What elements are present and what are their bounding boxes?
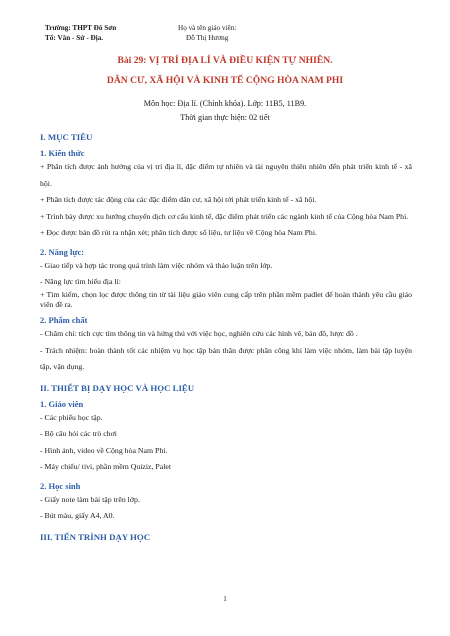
paragraph: - Trách nhiệm: hoàn thành tốt các nhiệm vụ học tập bản thân được phân công khi làm việc nhóm, làm bài tập luyện tập, vận dụng. [40, 345, 412, 371]
paragraph: + Tìm kiếm, chọn lọc được thông tin từ tài liệu giáo viên cung cấp trên phần mềm padlet để hoàn thành yêu cầu giáo viên đề ra. [40, 290, 412, 309]
document-body [40, 125, 412, 543]
subheading-teacher: 1. Giáo viên [40, 398, 84, 409]
list-item: - Bút màu, giấy A4, A0. [40, 511, 115, 520]
teacher-name: Đỗ Thị Hương [186, 34, 229, 42]
section-heading-objectives: I. MỤC TIÊU [40, 132, 93, 142]
paragraph: + Trình bày được xu hướng chuyển dịch cơ cấu kinh tế, đặc điểm phát triển các ngành kinh tế của Cộng hòa Nam Phi. [40, 211, 409, 221]
subheading-qualities: 2. Phẩm chất [40, 315, 88, 325]
paragraph: + Đọc được bản đồ rút ra nhận xét; phân tích được số liệu, tư liệu về Cộng hòa Nam Phi. [40, 228, 317, 237]
section-heading-procedure: III. TIẾN TRÌNH DẠY HỌC [40, 531, 151, 542]
teacher-label: Họ và tên giáo viên: [178, 24, 237, 32]
school-name: Trường: THPT Đô Sơn [45, 24, 117, 32]
list-item: - Bộ câu hỏi các trò chơi [40, 429, 117, 438]
list-item: - Các phiếu học tập. [40, 412, 103, 422]
header-left [45, 23, 116, 43]
subheading-knowledge: 1. Kiến thức [40, 148, 85, 158]
list-item: - Máy chiếu/ tivi, phần mềm Quiziz, Palet [40, 462, 171, 471]
list-item: - Giấy note làm bài tập trên lớp. [40, 494, 140, 504]
lesson-title-line-1: Bài 29: VỊ TRÍ ĐỊA LÍ VÀ ĐIỀU KIỆN TỰ NHIÊN. [117, 55, 333, 66]
section-heading-equipment: II. THIẾT BỊ DẠY HỌC VÀ HỌC LIỆU [40, 382, 195, 393]
paragraph: - Năng lực tìm hiểu địa lí: [40, 277, 121, 286]
duration-info: Thời gian thực hiện: 02 tiết [180, 113, 270, 122]
subheading-students: 2. Học sinh [40, 480, 81, 491]
subject-info: Môn học: Địa lí. (Chính khóa). Lớp: 11B5, 11B9. [143, 99, 307, 108]
list-item: - Hình ảnh, video về Cộng hòa Nam Phi. [40, 445, 168, 455]
paragraph: + Phân tích được ảnh hưởng của vị trí địa lí, đặc điểm tự nhiên và tài nguyên thiên nhiên đến phát triển kinh tế - xã hội. [40, 162, 412, 188]
department-name: Tổ: Văn - Sử - Địa. [45, 34, 104, 42]
paragraph: - Chăm chỉ: tích cực tìm thông tin và hứng thú với việc học, nghiên cứu các hình vẽ, bản đồ, lược đồ . [40, 329, 358, 338]
paragraph: - Giao tiếp và hợp tác trong quá trình làm việc nhóm và thảo luận trên lớp. [40, 260, 273, 270]
subheading-competence: 2. Năng lực: [40, 246, 85, 257]
header-right [178, 23, 236, 43]
paragraph: + Phân tích được tác động của các đặc điểm dân cư, xã hội tới phát triển kinh tế - xã hội. [40, 195, 317, 204]
page-number: 1 [223, 595, 227, 603]
lesson-title-line-2: DÂN CƯ, XÃ HỘI VÀ KINH TẾ CỘNG HÒA NAM PHI [106, 75, 344, 86]
